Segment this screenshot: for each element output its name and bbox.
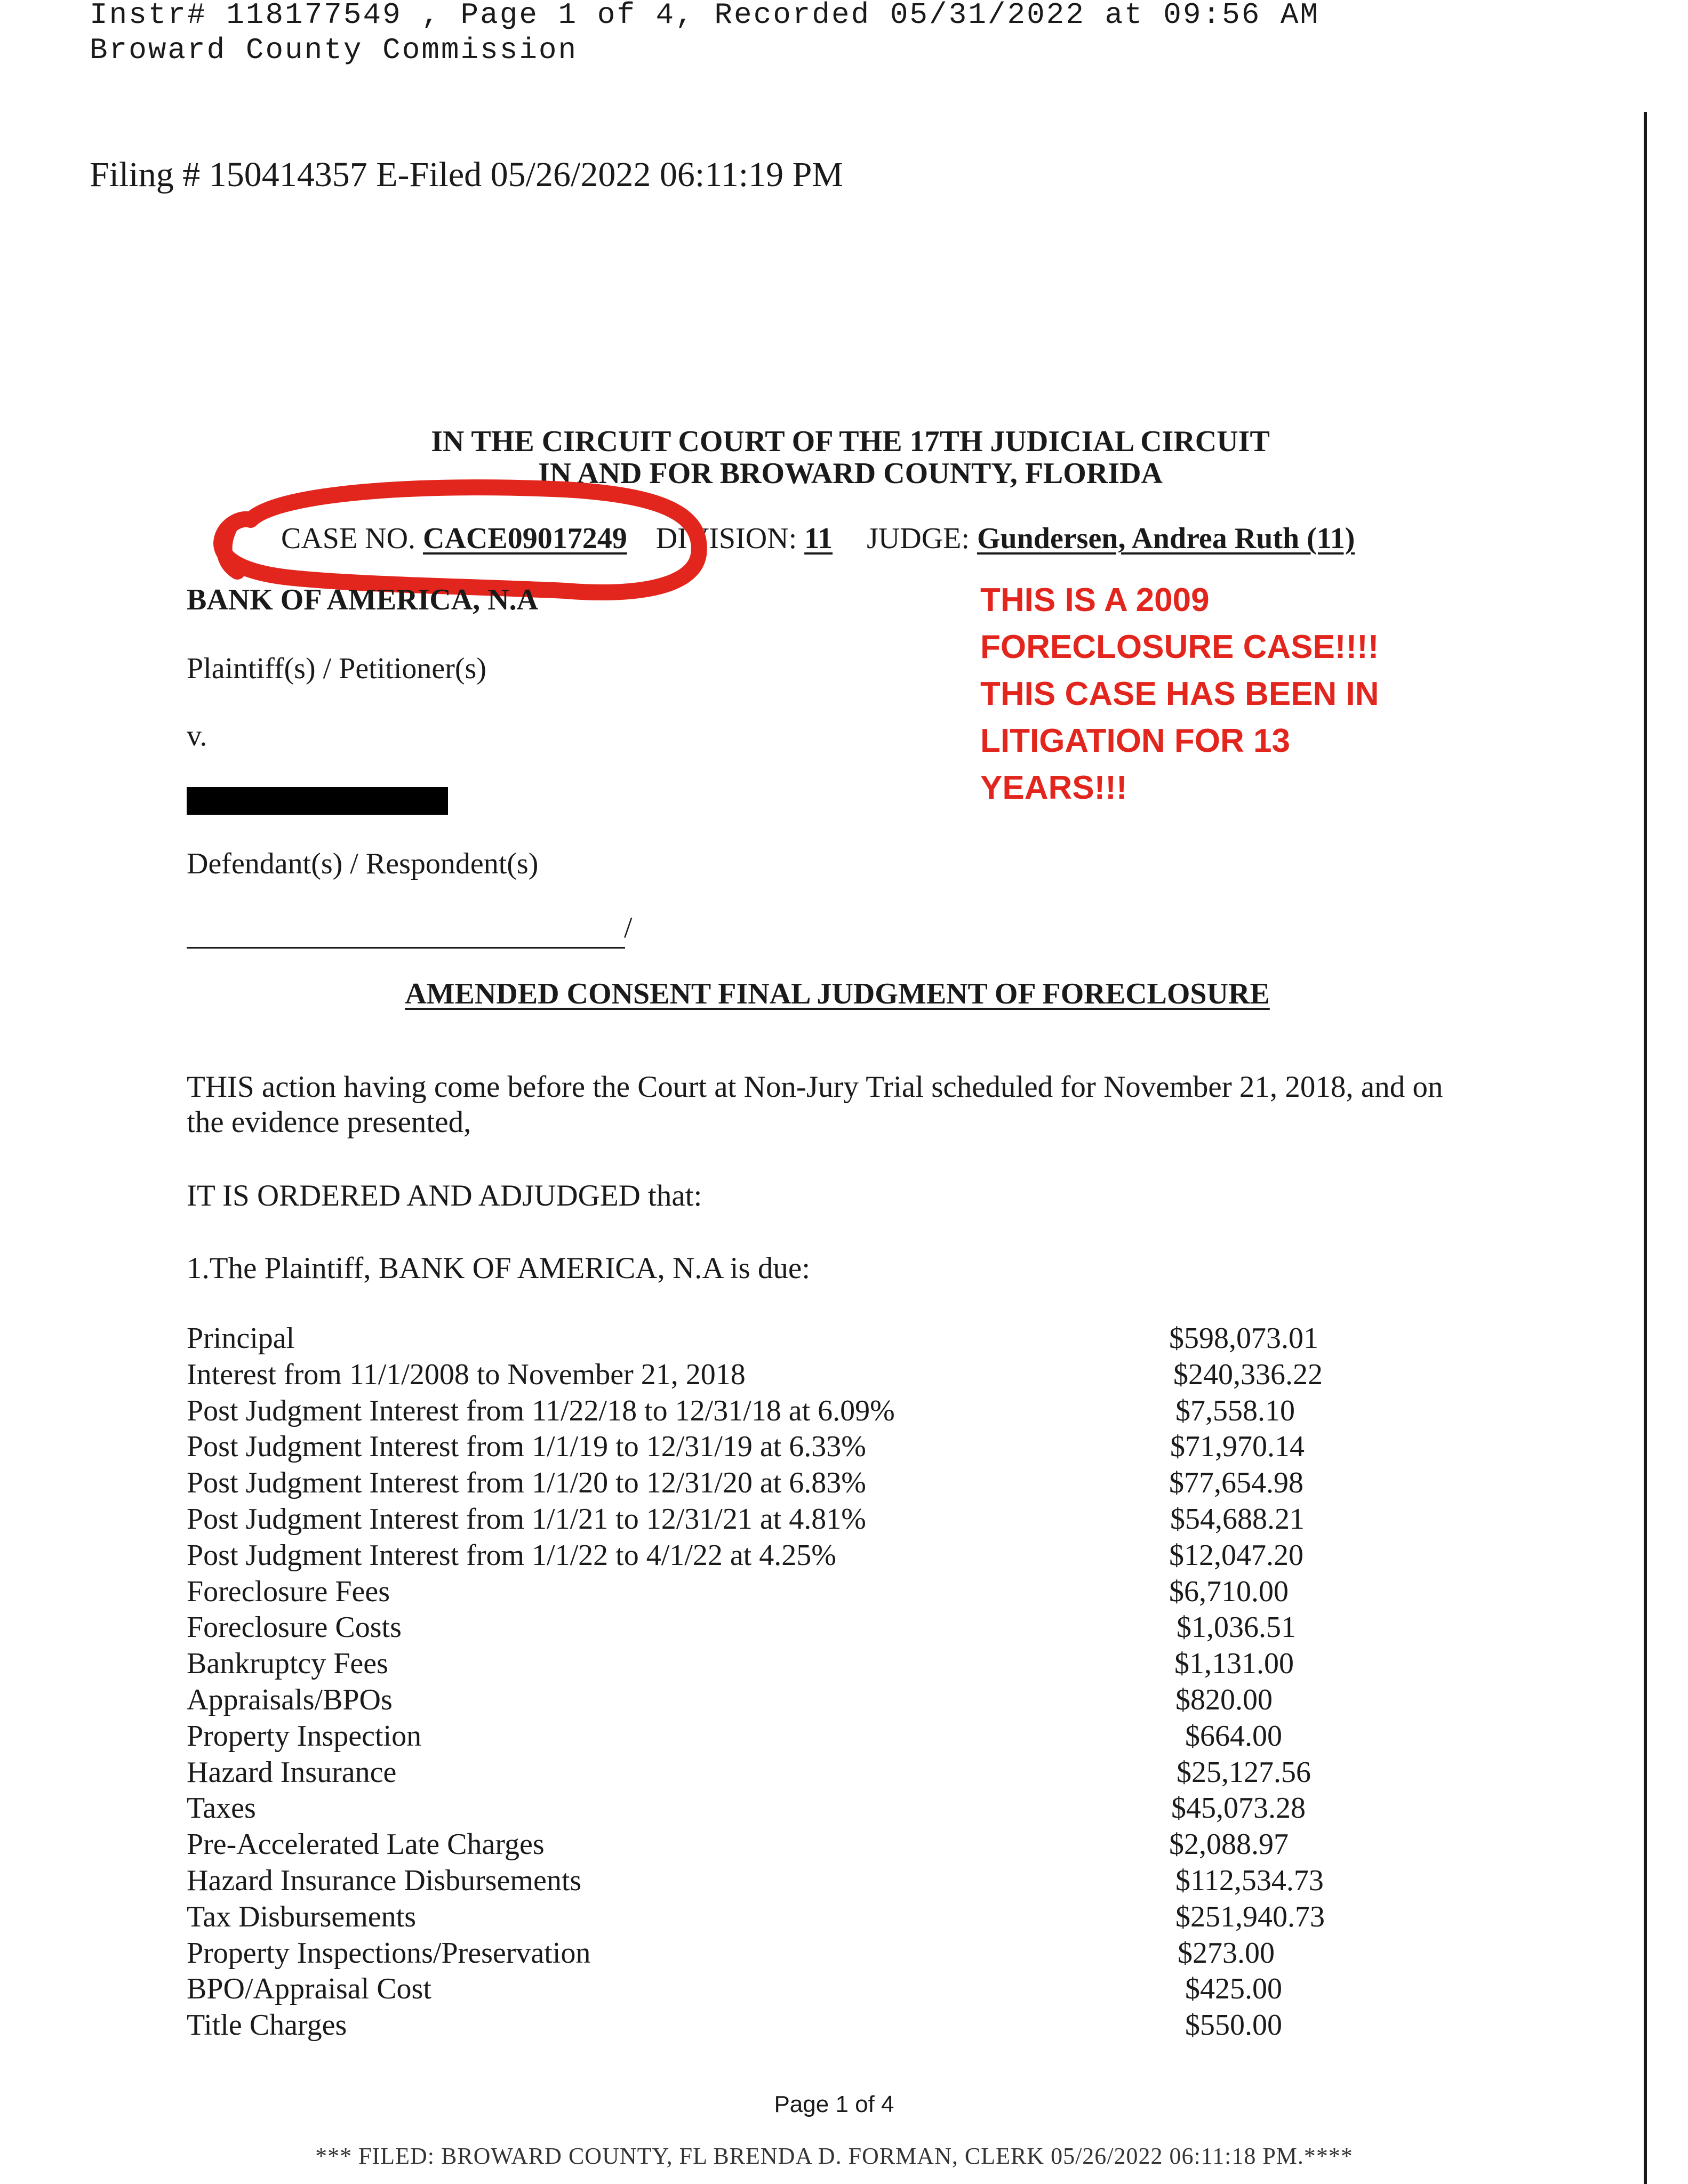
recording-stamp-line2: Broward County Commission [90,33,578,67]
amount-value: $550.00 [1185,2009,1282,2042]
amount-label: Post Judgment Interest from 11/22/18 to 12/31/18 at 6.09% [187,1394,895,1427]
amount-label: Bankruptcy Fees [187,1647,388,1681]
document-title: AMENDED CONSENT FINAL JUDGMENT OF FORECLOSURE [405,977,1270,1010]
page-footer: Page 1 of 4 [774,2091,894,2117]
intro-line2: the evidence presented, [187,1105,471,1139]
amount-value: $6,710.00 [1169,1575,1289,1608]
filing-line: Filing # 150414357 E-Filed 05/26/2022 06:11:19 PM [90,155,843,194]
amount-value: $820.00 [1175,1683,1273,1716]
annotation-line-2: FORECLOSURE CASE!!!! [980,629,1379,665]
amount-label: Foreclosure Fees [187,1575,390,1608]
item1-line: 1.The Plaintiff, BANK OF AMERICA, N.A is due: [187,1251,811,1285]
court-heading-line1: IN THE CIRCUIT COURT OF THE 17TH JUDICIAL CIRCUIT [431,425,1270,458]
division-number: 11 [804,522,833,555]
redaction-bar [187,787,448,815]
amount-value: $664.00 [1185,1719,1282,1753]
amount-label: Post Judgment Interest from 1/1/19 to 12/31/19 at 6.33% [187,1430,866,1464]
amount-label: Interest from 11/1/2008 to November 21, 2018 [187,1358,746,1391]
amount-value: $1,036.51 [1177,1611,1296,1644]
recording-stamp-line1: Instr# 118177549 , Page 1 of 4, Recorded 05/31/2022 at 09:56 AM [90,0,1320,32]
amount-label: Title Charges [187,2009,347,2042]
defendant-role: Defendant(s) / Respondent(s) [187,847,539,880]
plaintiff-role: Plaintiff(s) / Petitioner(s) [187,652,486,685]
amount-label: Property Inspection [187,1719,422,1753]
intro-line1: THIS action having come before the Court at Non-Jury Trial scheduled for November 21, 2018, and on [187,1070,1443,1104]
amount-value: $7,558.10 [1175,1394,1295,1427]
amount-value: $71,970.14 [1170,1430,1305,1464]
ordered-line: IT IS ORDERED AND ADJUDGED that: [187,1179,702,1213]
court-heading-line2: IN AND FOR BROWARD COUNTY, FLORIDA [538,457,1163,490]
amount-label: Principal [187,1322,295,1355]
amount-label: Taxes [187,1792,256,1825]
amount-label: BPO/Appraisal Cost [187,1972,431,2006]
amount-value: $240,336.22 [1173,1358,1323,1391]
judge-name: Gundersen, Andrea Ruth (11) [977,522,1355,555]
signature-rule [187,947,625,949]
amount-value: $77,654.98 [1169,1466,1303,1500]
amount-value: $12,047.20 [1169,1538,1303,1572]
amount-value: $25,127.56 [1177,1755,1311,1789]
amount-label: Tax Disbursements [187,1900,417,1933]
amount-label: Property Inspections/Preservation [187,1936,591,1970]
case-label: CASE NO. [281,522,416,555]
versus: v. [187,719,207,752]
annotation-line-5: YEARS!!! [980,769,1127,806]
case-number: CACE09017249 [423,522,627,555]
amount-label: Hazard Insurance [187,1755,397,1789]
amount-value: $1,131.00 [1174,1647,1294,1681]
amount-value: $45,073.28 [1171,1792,1306,1825]
amount-label: Post Judgment Interest from 1/1/22 to 4/1/22 at 4.25% [187,1538,836,1572]
annotation-line-4: LITIGATION FOR 13 [980,722,1290,759]
amount-label: Post Judgment Interest from 1/1/21 to 12/31/21 at 4.81% [187,1503,866,1536]
amount-value: $273.00 [1178,1936,1275,1970]
judge-label: JUDGE: [867,522,970,555]
caption-slash: / [624,911,633,944]
amount-label: Post Judgment Interest from 1/1/20 to 12/31/20 at 6.83% [187,1466,866,1500]
amount-label: Appraisals/BPOs [187,1683,393,1716]
amount-value: $425.00 [1185,1972,1282,2006]
division-label: DIVISION: [655,522,797,555]
amount-label: Foreclosure Costs [187,1611,402,1644]
amount-value: $54,688.21 [1170,1503,1305,1536]
amount-value: $112,534.73 [1175,1864,1324,1897]
plaintiff-name: BANK OF AMERICA, N.A [187,583,539,616]
annotation-line-3: THIS CASE HAS BEEN IN [980,676,1379,712]
amount-value: $251,940.73 [1175,1900,1325,1933]
amount-label: Pre-Accelerated Late Charges [187,1828,545,1861]
annotation-line-1: THIS IS A 2009 [980,582,1210,619]
amount-value: $2,088.97 [1169,1828,1289,1861]
clerk-footer: *** FILED: BROWARD COUNTY, FL BRENDA D. FORMAN, CLERK 05/26/2022 06:11:18 PM.**** [315,2143,1353,2169]
amount-label: Hazard Insurance Disbursements [187,1864,582,1897]
amount-value: $598,073.01 [1169,1322,1318,1355]
